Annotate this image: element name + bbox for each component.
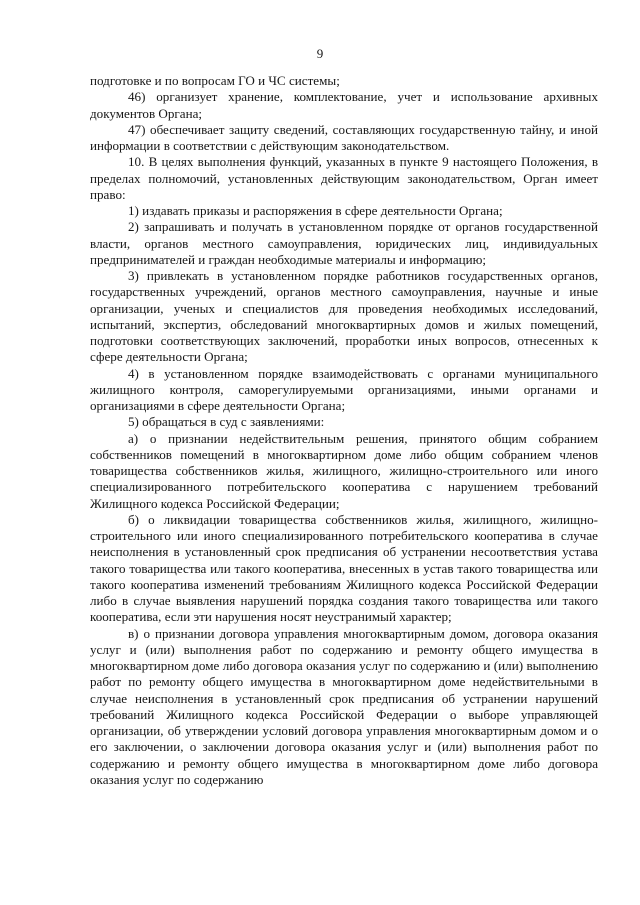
paragraph-continuation: подготовке и по вопросам ГО и ЧС системы; [90, 73, 340, 88]
document-body [90, 73, 598, 788]
paragraph-section-10: 10. В целях выполнения функций, указанных в пункте 9 настоящего Положения, в пределах полномочий, установленных действующим законодательством, Орган имеет право: [90, 154, 598, 202]
paragraph-item-46: 46) организует хранение, комплектование, учет и использование архивных документов Органа; [90, 89, 598, 121]
paragraph-right-3: 3) привлекать в установленном порядке работников государственных органов, государственных учреждений, органов местного самоуправления, научные и иные организации, ученых и специалистов для проведения необходимых исследований, испытаний, экспертиз, обследований многоквартирных домов и жилых помещений, подготовки соответствующих заключений, проработки иных вопросов, отнесенных к сфере деятельности Органа; [90, 268, 598, 365]
paragraph-right-5: 5) обращаться в суд с заявлениями: [128, 414, 325, 430]
paragraph-item-47: 47) обеспечивает защиту сведений, составляющих государственную тайну, и иной информации в соответствии с действующим законодательством. [90, 121, 598, 153]
paragraph-right-2: 2) запрашивать и получать в установленном порядке от органов государственной власти, органов местного самоуправления, юридических лиц, индивидуальных предпринимателей и граждан необходимые материалы и информацию; [90, 219, 598, 267]
page-number: 9 [316, 46, 324, 61]
paragraph-right-1: 1) издавать приказы и распоряжения в сфере деятельности Органа; [128, 203, 503, 218]
paragraph-subitem-v: в) о признании договора управления многоквартирным домом, договора оказания услуг и (или) выполнения работ по содержанию и ремонту общего имущества в многоквартирном доме либо договора оказания услуг по содержанию и (или) выполнению работ по ремонту общего имущества в многоквартирном доме недействительными в случае неисполнения в установленный срок предписания об устранении нарушений требований Жилищного кодекса Российской Федерации о выборе управляющей организации, об утверждении условий договора управления многоквартирным домом и о его заключении, о заключении договора оказания услуг и (или) выполнения работ по содержанию и ремонту общего имущества в многоквартирном доме либо договора оказания услуг по содержанию [90, 625, 598, 787]
paragraph-subitem-b: б) о ликвидации товарищества собственников жилья, жилищного, жилищно-строительного или иного специализированного потребительского кооператива в случае неисполнения в установленный срок предписания об устранении несоответствия устава такого товарищества или такого кооператива, внесенных в устав такого товарищества или такого кооператива изменений требованиям Жилищного кодекса Российской Федерации либо в случае выявления нарушений порядка создания такого товарищества или такого кооператива, если эти нарушения носят неустранимый характер; [90, 511, 598, 625]
paragraph-right-4: 4) в установленном порядке взаимодействовать с органами муниципального жилищного контроля, саморегулируемыми организациями, иными органами и организациями в сфере деятельности Органа; [90, 365, 598, 413]
paragraph-subitem-a: а) о признании недействительным решения, принятого общим собранием собственников помещений в многоквартирном доме либо общим собранием членов товарищества собственников жилья, жилищного, жилищно-строительного или иного специализированного потребительского кооператива с нарушением требований Жилищного кодекса Российской Федерации; [90, 430, 598, 511]
